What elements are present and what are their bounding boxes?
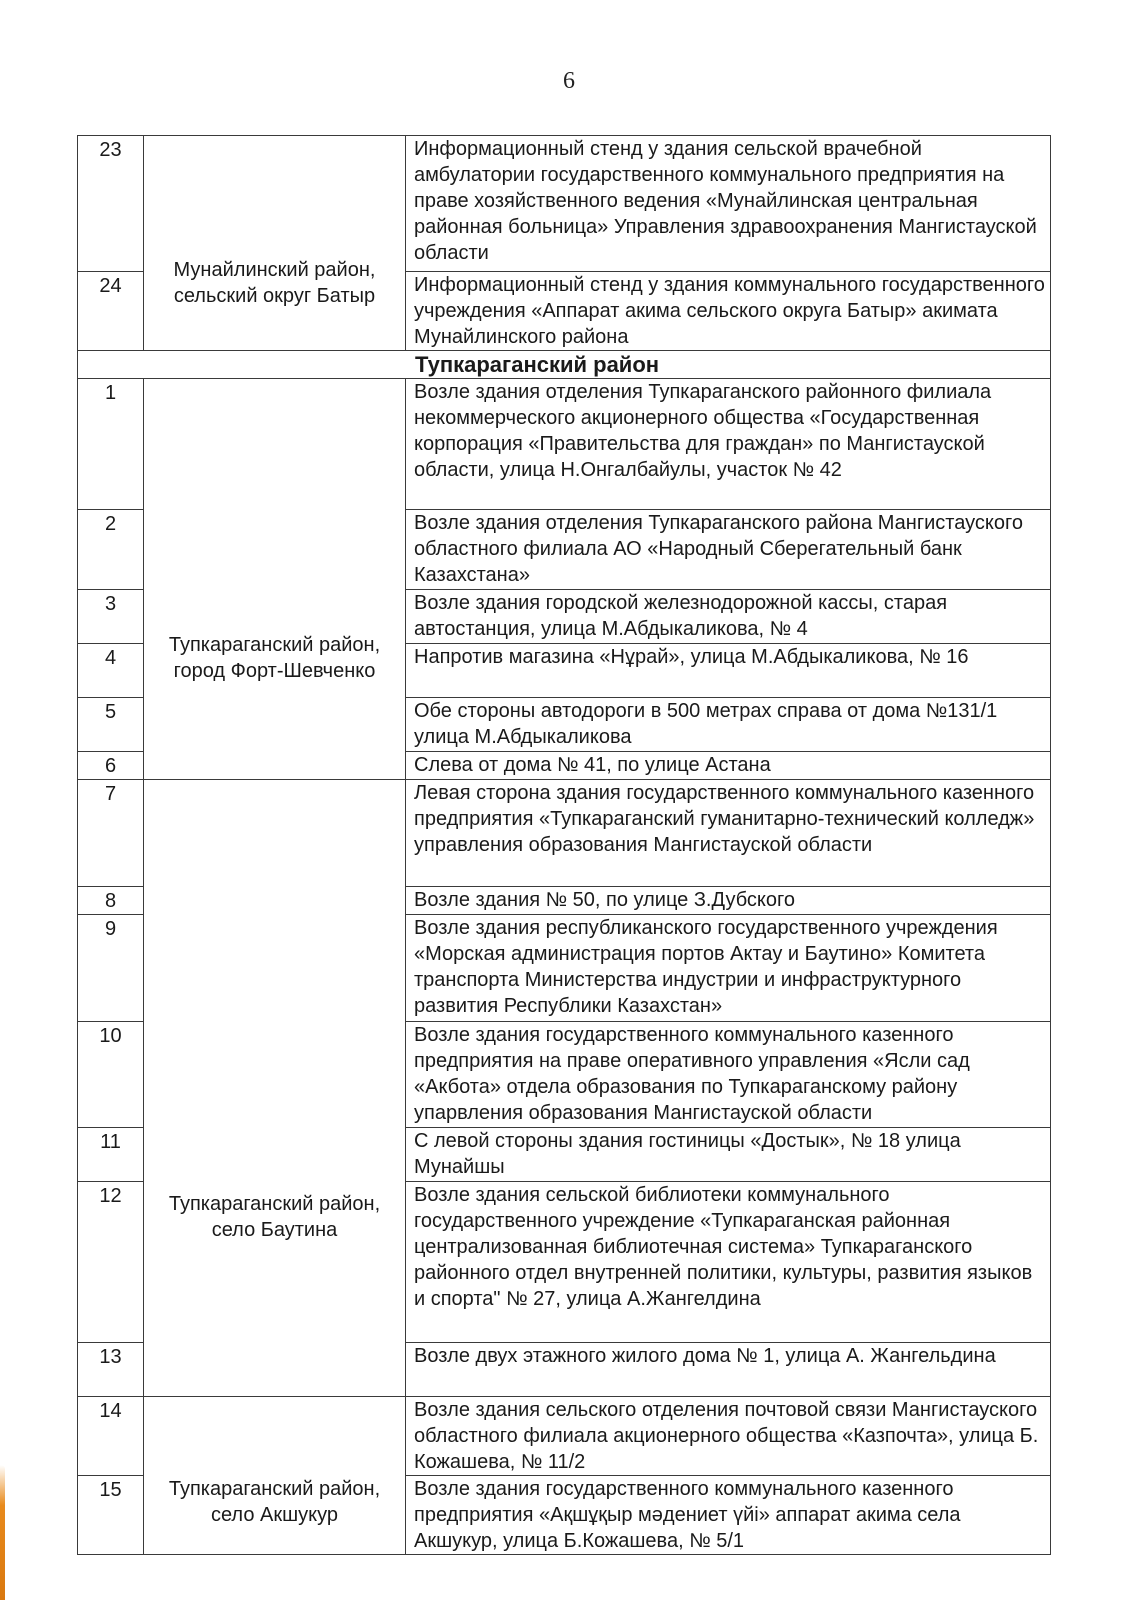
description-cell: Возле здания государственного коммунального казенного предприятия на праве оперативного управления «Ясли сад «Акбота» отдела образования по Тупкараганскому району упарвления образования Мангистауской области — [406, 1022, 1051, 1128]
description-cell: Возле здания государственного коммунального казенного предприятия «Ақшұқыр мәдениет үйі» аппарат акима села Акшукур, улица Б.Кожашева, № 5/1 — [406, 1476, 1051, 1555]
description-cell: Слева от дома № 41, по улице Астана — [406, 752, 1051, 780]
section-header-row — [78, 351, 1051, 379]
row-number: 10 — [78, 1022, 144, 1128]
description-cell: Возле здания сельской библиотеки коммунального государственного учреждение «Тупкараганская районная централизованная библиотечная система» Тупкараганского районного отдел внутренней политики, культуры, развития языков и спорта" № 27, улица А.Жангелдина — [406, 1182, 1051, 1343]
description-cell: Информационный стенд у здания коммунального государственного учреждения «Аппарат акима сельского округа Батыр» акимата Мунайлинского района — [406, 272, 1051, 351]
table-row — [78, 1397, 1051, 1476]
row-number: 1 — [78, 379, 144, 510]
page-number: 6 — [563, 68, 575, 94]
scan-edge-artifact — [0, 1465, 5, 1600]
row-number: 14 — [78, 1397, 144, 1476]
description-cell: Напротив магазина «Нұрай», улица М.Абдыкаликова, № 16 — [406, 644, 1051, 698]
row-number: 7 — [78, 780, 144, 887]
description-cell: Возле здания республиканского государственного учреждения «Морская администрация портов Актау и Баутино» Комитета транспорта Министерства индустрии и инфраструктурного развития Республики Казахстан» — [406, 915, 1051, 1022]
row-number: 9 — [78, 915, 144, 1022]
description-cell: Возле здания отделения Тупкараганского района Мангистауского областного филиала АО «Народный Сберегательный банк Казахстана» — [406, 510, 1051, 590]
location-cell: Тупкараганский район, село Баутина — [144, 780, 406, 1397]
row-number: 3 — [78, 590, 144, 644]
row-number: 5 — [78, 698, 144, 752]
description-cell: С левой стороны здания гостиницы «Достык», № 18 улица Мунайшы — [406, 1128, 1051, 1182]
location-cell: Тупкараганский район, город Форт-Шевченко — [144, 379, 406, 780]
row-number: 4 — [78, 644, 144, 698]
description-cell: Возле здания отделения Тупкараганского районного филиала некоммерческого акционерного общества «Государственная корпорация «Правительства для граждан» по Мангистауской области, улица Н.Онгалбайулы, участок № 42 — [406, 379, 1051, 510]
description-cell: Возле здания № 50, по улице З.Дубского — [406, 887, 1051, 915]
row-number: 15 — [78, 1476, 144, 1555]
row-number: 2 — [78, 510, 144, 590]
description-cell: Левая сторона здания государственного коммунального казенного предприятия «Тупкараганский гуманитарно-технический колледж» управления образования Мангистауской области — [406, 780, 1051, 887]
table-row — [78, 379, 1051, 510]
description-cell: Возле здания городской железнодорожной кассы, старая автостанция, улица М.Абдыкаликова, № 4 — [406, 590, 1051, 644]
locations-table — [77, 135, 1051, 1555]
row-number: 24 — [78, 272, 144, 351]
row-number: 6 — [78, 752, 144, 780]
row-number: 13 — [78, 1343, 144, 1397]
location-cell: Мунайлинский район, сельский округ Батыр — [144, 136, 406, 351]
table-row — [78, 136, 1051, 272]
row-number: 12 — [78, 1182, 144, 1343]
location-cell: Тупкараганский район, село Акшукур — [144, 1397, 406, 1555]
description-cell: Информационный стенд у здания сельской врачебной амбулатории государственного коммунального предприятия на праве хозяйственного ведения «Мунайлинская центральная районная больница» Управления здравоохранения Мангистауской области — [406, 136, 1051, 272]
table-row — [78, 780, 1051, 887]
row-number: 11 — [78, 1128, 144, 1182]
description-cell: Обе стороны автодороги в 500 метрах справа от дома №131/1 улица М.Абдыкаликова — [406, 698, 1051, 752]
row-number: 8 — [78, 887, 144, 915]
description-cell: Возле здания сельского отделения почтовой связи Мангистауского областного филиала акционерного общества «Казпочта», улица Б. Кожашева, № 11/2 — [406, 1397, 1051, 1476]
section-title: Тупкараганский район — [78, 351, 1051, 379]
description-cell: Возле двух этажного жилого дома № 1, улица А. Жангельдина — [406, 1343, 1051, 1397]
row-number: 23 — [78, 136, 144, 272]
